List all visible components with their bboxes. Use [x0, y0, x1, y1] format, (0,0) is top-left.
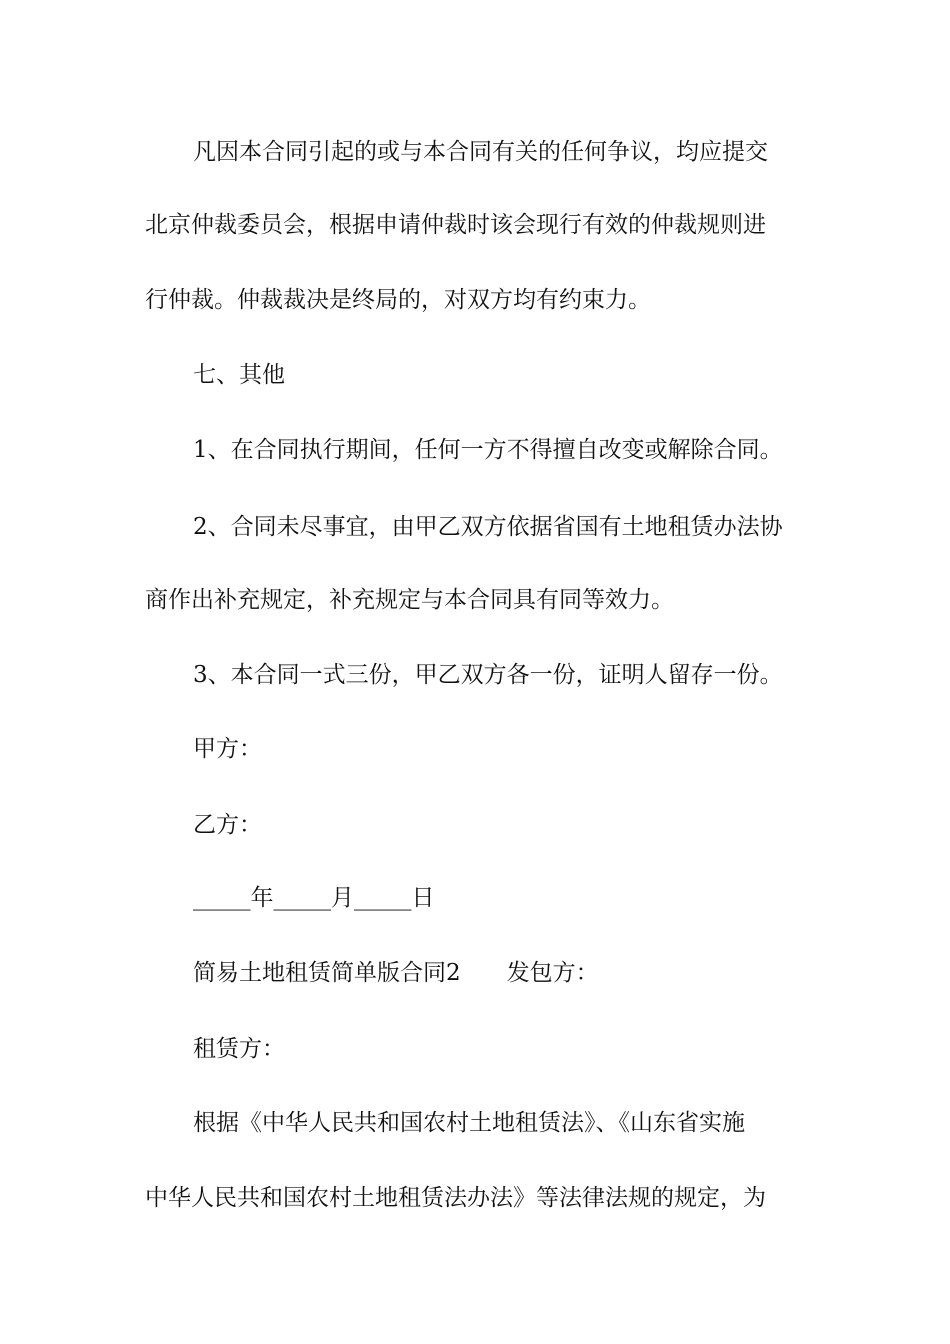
contract-title-line: 简易土地租赁简单版合同2 发包方： [193, 960, 599, 986]
section-heading: 七、其他 [193, 362, 285, 388]
lessee-label: 租赁方： [193, 1036, 285, 1062]
party-b-label: 乙方： [193, 812, 262, 838]
party-a-label: 甲方： [193, 736, 262, 762]
paragraph-line: 凡因本合同引起的或与本合同有关的任何争议，均应提交 [193, 139, 768, 165]
paragraph-line: 根据《中华人民共和国农村土地租赁法》、《山东省实施 [193, 1110, 745, 1136]
paragraph-line: 中华人民共和国农村土地租赁法办法》等法律法规的规定，为 [145, 1185, 766, 1211]
paragraph-line: 商作出补充规定，补充规定与本合同具有同等效力。 [145, 587, 674, 613]
paragraph-line: 行仲裁。仲裁裁决是终局的，对双方均有约束力。 [145, 287, 651, 313]
paragraph-line: 北京仲裁委员会，根据申请仲裁时该会现行有效的仲裁规则进 [145, 212, 766, 238]
date-line: _____年_____月_____日 [193, 885, 435, 911]
paragraph-line: 1、在合同执行期间，任何一方不得擅自改变或解除合同。 [193, 437, 783, 463]
paragraph-line: 3、本合同一式三份，甲乙双方各一份，证明人留存一份。 [193, 662, 783, 688]
paragraph-line: 2、合同未尽事宜，由甲乙双方依据省国有土地租赁办法协 [193, 514, 783, 540]
